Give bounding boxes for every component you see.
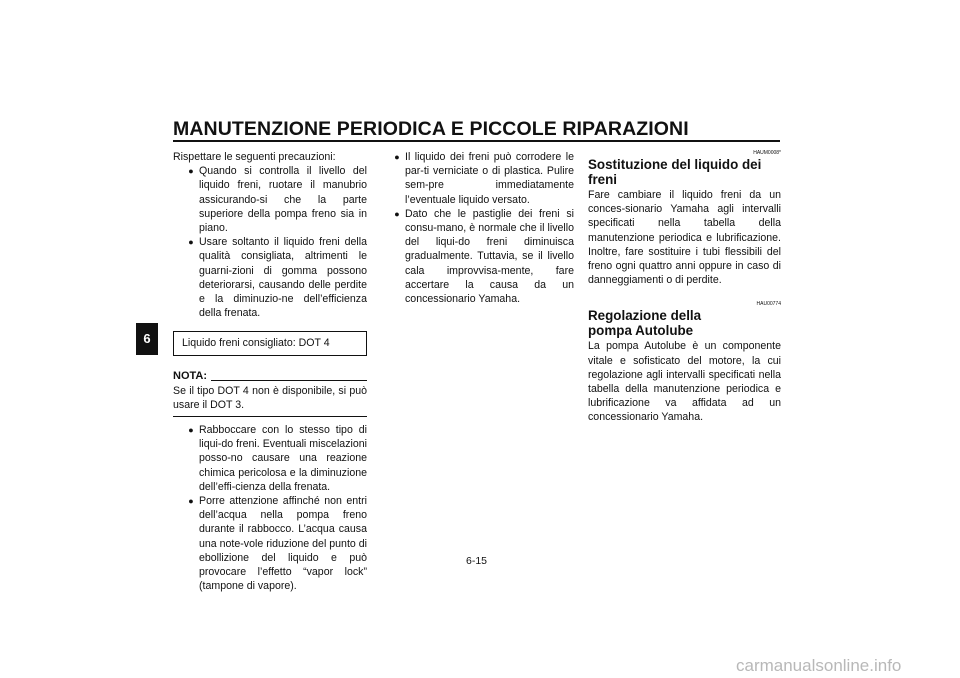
bullet-icon: ● bbox=[394, 208, 400, 219]
chapter-number: 6 bbox=[143, 331, 151, 346]
list-item bbox=[183, 164, 367, 235]
list-item-text: Rabboccare con lo stesso tipo di liqui-do freni. Eventuali miscelazioni posso-no causare una reazione chimica pericolosa e la diminuzione dell’effi-cienza della frenata. bbox=[199, 424, 367, 493]
spec-box: Liquido freni consigliato: DOT 4 bbox=[173, 331, 367, 356]
watermark: carmanualsonline.info bbox=[736, 656, 902, 675]
section-code: HAU00774 bbox=[756, 301, 781, 308]
section-code: HAUM0008* bbox=[753, 150, 781, 156]
list-item bbox=[389, 207, 574, 306]
page-title: MANUTENZIONE PERIODICA E PICCOLE RIPARAZIONI bbox=[173, 118, 689, 140]
section-heading: Sostituzione del liquido dei freni bbox=[588, 157, 762, 187]
list-item bbox=[183, 235, 367, 320]
bullet-icon: ● bbox=[188, 496, 194, 507]
list-item-text: Il liquido dei freni può corrodere le par-ti verniciate o di plastica. Pulire sem-pre immediatamente l’eventuale liquido versato. bbox=[405, 151, 574, 206]
list-item-text: Quando si controlla il livello del liquido freni, ruotare il manubrio assicurando-si che la parte superiore della pompa freno sia in piano. bbox=[199, 165, 367, 235]
column-3 bbox=[588, 150, 781, 425]
section-heading: Regolazione della pompa Autolube bbox=[588, 308, 702, 339]
section-text: La pompa Autolube è un componente vitale e sofisticato del motore, la cui regolazione agli intervalli specificati nella tabella della manutenzione periodica e lubrificazione va affidata ad un concessionario Yamaha. bbox=[588, 340, 781, 424]
nota-header bbox=[173, 369, 367, 383]
chapter-tab bbox=[136, 323, 158, 355]
list-item-text: Dato che le pastiglie dei freni si consu-mano, è normale che il livello del liqui-do freni diminuisca gradualmente. Tuttavia, se il livello cala improvvisa-mente, fare accertare la causa da un concessionario Yamaha. bbox=[405, 207, 574, 306]
nota-text: Se il tipo DOT 4 non è disponibile, si può usare il DOT 3. bbox=[173, 384, 367, 411]
page-number: 6-15 bbox=[466, 555, 488, 567]
list-item-text: Porre attenzione affinché non entri dell’acqua nella pompa freno durante il rabbocco. L’acqua causa una note-vole riduzione del punto di ebollizione del liquido e può provocare l’effetto “vapor lock” (tampone di vapore). bbox=[199, 495, 367, 593]
bullet-icon: ● bbox=[394, 152, 400, 162]
bullet-icon: ● bbox=[188, 237, 194, 248]
nota-rule bbox=[211, 380, 367, 381]
column-2 bbox=[389, 150, 574, 306]
intro-text: Rispettare le seguenti precauzioni: bbox=[173, 151, 336, 163]
column-1 bbox=[173, 150, 367, 593]
nota-end-rule bbox=[173, 416, 367, 417]
list-item bbox=[183, 423, 367, 494]
list-item-text: Usare soltanto il liquido freni della qualità consigliata, altrimenti le guarni-zioni di gomma possono deteriorarsi, causando delle perdite e la diminuzio-ne dell’efficienza della frenata. bbox=[199, 236, 367, 320]
list-item bbox=[183, 494, 367, 593]
bullet-icon: ● bbox=[188, 166, 194, 177]
bullet-icon: ● bbox=[188, 425, 194, 436]
title-rule bbox=[173, 140, 780, 142]
nota-label: NOTA: bbox=[173, 370, 208, 383]
list-item bbox=[389, 150, 574, 207]
section-text: Fare cambiare il liquido freni da un conces-sionario Yamaha agli intervalli specificati nella tabella della manutenzione periodica e lubrificazione. Inoltre, fare sostituire i tubi flessibili del freno ogni quattro anni oppure in caso di danneggiamenti o di perdite. bbox=[588, 189, 781, 287]
